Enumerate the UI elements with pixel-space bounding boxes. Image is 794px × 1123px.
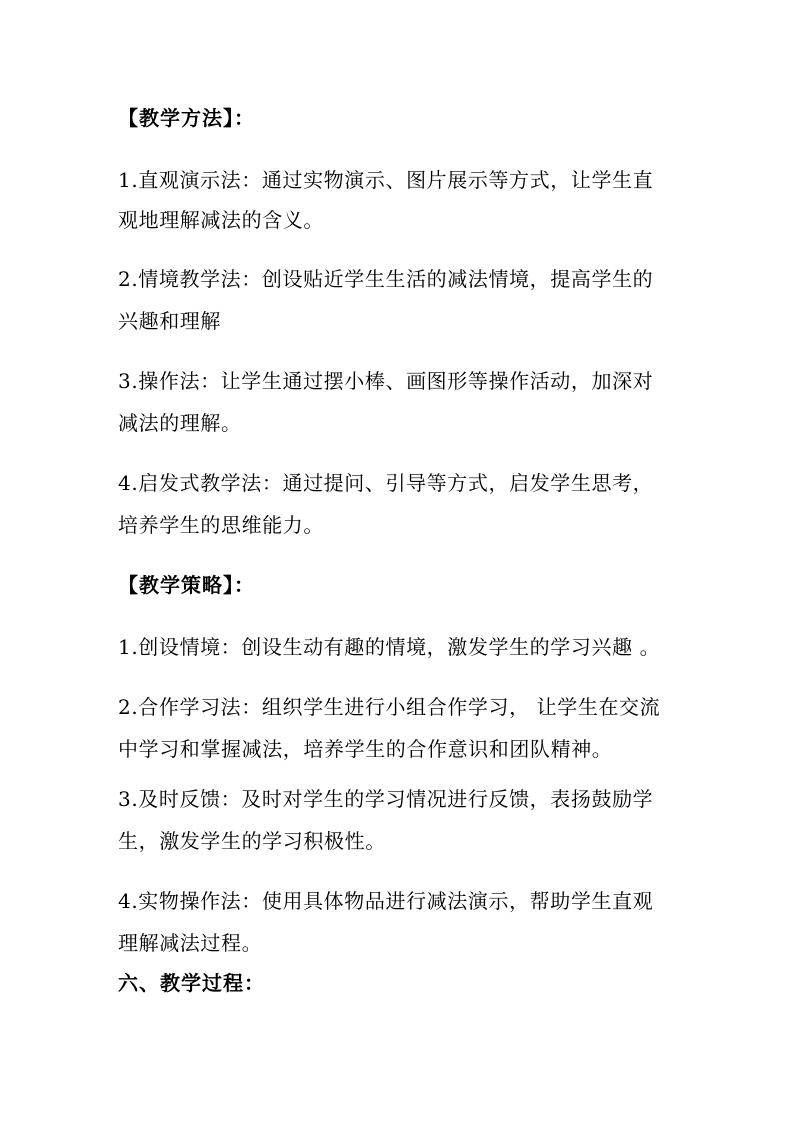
method-item-2-line-2: 兴趣和理解 — [118, 309, 221, 333]
methods-heading: 【教学方法】： — [118, 106, 255, 130]
strategy-item-3-line-2: 生，激发学生的学习积极性。 — [118, 829, 386, 853]
strategy-item-4-line-1: 4.实物操作法：使用具体物品进行减法演示，帮助学生直观 — [118, 889, 654, 913]
section-six-heading: 六、教学过程： — [118, 971, 265, 995]
strategy-item-2-line-1: 2.合作学习法：组织学生进行小组合作学习， 让学生在交流 — [118, 695, 661, 719]
method-item-1-line-1: 1.直观演示法：通过实物演示、图片展示等方式，让学生直 — [118, 168, 654, 192]
strategy-item-2-line-2: 中学习和掌握减法，培养学生的合作意识和团队精神。 — [118, 737, 613, 761]
strategy-item-4-line-2: 理解减法过程。 — [118, 931, 263, 955]
strategy-item-3-line-1: 3.及时反馈：及时对学生的学习情况进行反馈，表扬鼓励学 — [118, 787, 654, 811]
strategy-item-1-line-1: 1.创设情境：创设生动有趣的情境，激发学生的学习兴趣 。 — [118, 635, 661, 659]
method-item-3-line-2: 减法的理解。 — [118, 411, 242, 435]
method-item-3-line-1: 3.操作法：让学生通过摆小棒、画图形等操作活动，加深对 — [118, 369, 654, 393]
method-item-4-line-1: 4.启发式教学法：通过提问、引导等方式，启发学生思考， — [118, 471, 654, 495]
method-item-4-line-2: 培养学生的思维能力。 — [118, 513, 324, 537]
method-item-2-line-1: 2.情境教学法：创设贴近学生生活的减法情境，提高学生的 — [118, 267, 654, 291]
method-item-1-line-2: 观地理解减法的含义。 — [118, 208, 324, 232]
strategies-heading: 【教学策略】： — [118, 573, 255, 597]
